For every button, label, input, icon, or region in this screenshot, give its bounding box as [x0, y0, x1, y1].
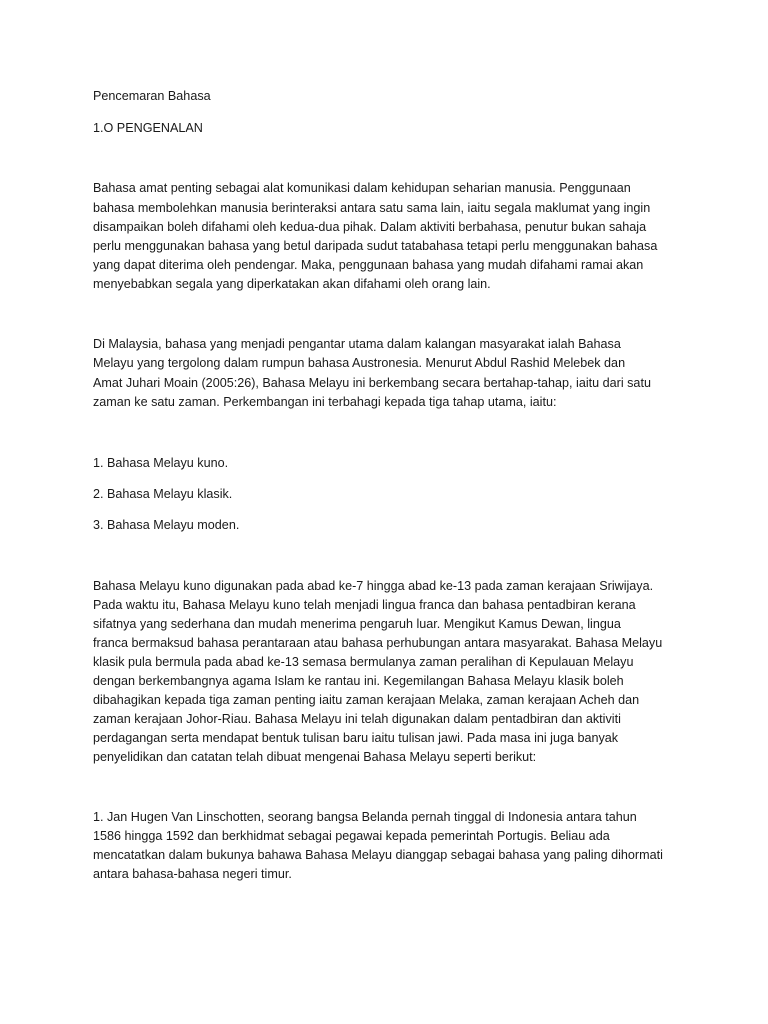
paragraph-line: menyebabkan segala yang diperkatakan akan difahami oleh orang lain. [93, 277, 491, 291]
section-heading: 1.O PENGENALAN [93, 121, 203, 135]
paragraph-line: Di Malaysia, bahasa yang menjadi pengantar utama dalam kalangan masyarakat ialah Bahasa [93, 337, 621, 351]
document-title: Pencemaran Bahasa [93, 89, 211, 103]
paragraph-line: Amat Juhari Moain (2005:26), Bahasa Melayu ini berkembang secara bertahap-tahap, iaitu dari satu [93, 376, 651, 390]
paragraph-line: Bahasa Melayu kuno digunakan pada abad ke-7 hingga abad ke-13 pada zaman kerajaan Sriwijaya. [93, 579, 654, 593]
paragraph-line: Bahasa amat penting sebagai alat komunikasi dalam kehidupan seharian manusia. Penggunaan [93, 181, 631, 195]
paragraph-line: zaman ke satu zaman. Perkembangan ini terbahagi kepada tiga tahap utama, iaitu: [93, 395, 557, 409]
paragraph-line: perlu menggunakan bahasa yang betul daripada sudut tatabahasa tetapi perlu menggunakan bahasa [93, 239, 658, 253]
paragraph-line: 1586 hingga 1592 dan berkhidmat sebagai pegawai kepada pemerintah Portugis. Beliau ada [93, 829, 610, 843]
paragraph-line: sifatnya yang sederhana dan mudah menerima pengaruh luar. Mengikut Kamus Dewan, lingua [93, 617, 621, 631]
paragraph-line: penyelidikan dan catatan telah dibuat mengenai Bahasa Melayu seperti berikut: [93, 750, 537, 764]
paragraph-line: 1. Jan Hugen Van Linschotten, seorang bangsa Belanda pernah tinggal di Indonesia antara tahun [93, 810, 637, 824]
paragraph-line: klasik pula bermula pada abad ke-13 semasa bermulanya zaman peralihan di Kepulauan Melayu [93, 655, 634, 669]
paragraph-line: Pada waktu itu, Bahasa Melayu kuno telah menjadi lingua franca dan bahasa pentadbiran kerana [93, 598, 636, 612]
paragraph-line: disampaikan boleh difahami oleh kedua-dua pihak. Dalam aktiviti berbahasa, penutur bukan sahaja [93, 220, 647, 234]
paragraph-line: mencatatkan dalam bukunya bahawa Bahasa Melayu dianggap sebagai bahasa yang paling dihormati [93, 848, 663, 862]
paragraph-line: perdagangan serta mendapat bentuk tulisan baru iaitu tulisan jawi. Pada masa ini juga banyak [93, 731, 619, 745]
paragraph-line: zaman kerajaan Johor-Riau. Bahasa Melayu ini telah digunakan dalam pentadbiran dan aktiviti [93, 712, 621, 726]
list-item: 2. Bahasa Melayu klasik. [93, 487, 233, 501]
paragraph-line: franca bermaksud bahasa perantaraan atau bahasa perhubungan antara masyarakat. Bahasa Melayu [93, 636, 663, 650]
list-item: 1. Bahasa Melayu kuno. [93, 456, 229, 470]
paragraph-line: dengan berkembangnya agama Islam ke rantau ini. Kegemilangan Bahasa Melayu klasik boleh [93, 674, 624, 688]
paragraph-line: antara bahasa-bahasa negeri timur. [93, 867, 292, 881]
paragraph-line: yang dapat diterima oleh pendengar. Maka, penggunaan bahasa yang mudah difahami ramai akan [93, 258, 644, 272]
paragraph-line: Melayu yang tergolong dalam rumpun bahasa Austronesia. Menurut Abdul Rashid Melebek dan [93, 356, 626, 370]
list-item: 3. Bahasa Melayu moden. [93, 518, 240, 532]
paragraph-line: dibahagikan kepada tiga zaman penting iaitu zaman kerajaan Melaka, zaman kerajaan Acheh dan [93, 693, 640, 707]
paragraph-line: bahasa membolehkan manusia berinteraksi antara satu sama lain, iaitu segala maklumat yang ingin [93, 201, 651, 215]
